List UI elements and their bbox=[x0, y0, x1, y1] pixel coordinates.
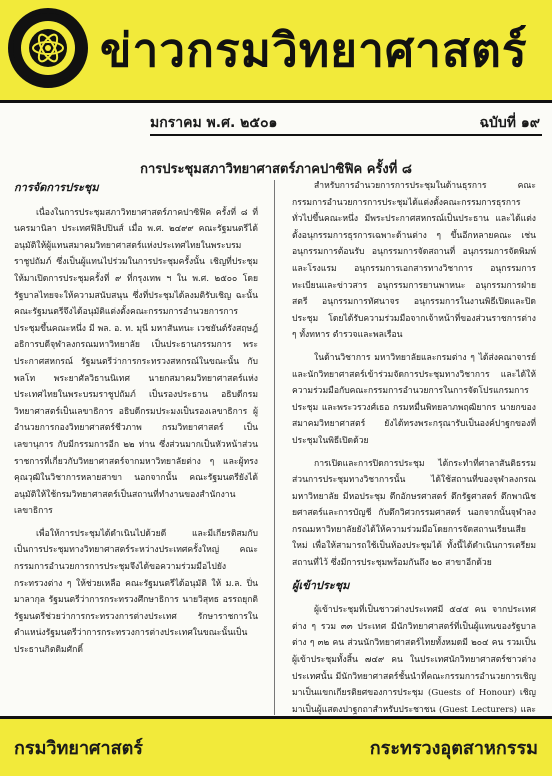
paragraph: เนื่องในการประชุมสภาวิทยาศาสตร์ภาคปาซิฟิค ครั้งที่ ๘ ที่นครมานิลา ประเทศฟิลิปปินส์ เมื่อ พ.ศ. ๒๔๙๙ คณะรัฐมนตรีได้อนุมัติให้ผู้แทนสมาคมวิทยาศาสตร์แห่งประเทศไทยในพระบรมราชูปถัมภ์ ซึ่งเป็นผู้แทนไปร่วมในการประชุมครั้งนั้น เชิญที่ประชุมให้มาเปิดการประชุมครั้งที่ ๙ ที่กรุงเทพ ฯ ใน พ.ศ. ๒๕๐๐ โดยรัฐบาลไทยจะให้ความสนับสนุน ซึ่งที่ประชุมได้ลงมติรับเชิญ ฉะนั้นคณะรัฐมนตรีจึงได้อนุมัติแต่งตั้งคณะกรรมการอำนวยการการประชุมขึ้นคณะหนึ่ง มี พล. อ. ท. มุนี มหาสันทนะ เวชยันต์รังสฤษฎ์ อธิการบดีจุฬาลงกรณมหาวิทยาลัย เป็นประธานกรรมการ พระประกาศสหกรณ์ รัฐมนตรีว่าการกระทรวงสหกรณ์ในขณะนั้น กับพลโท พระยาศัลวิธานนิเทศ นายกสมาคมวิทยาศาสตร์แห่งประเทศไทยในพระบรมราชูปถัมภ์ เป็นรองประธาน อธิบดีกรมวิทยาศาสตร์เป็นเลขาธิการ อธิบดีกรมประมงเป็นรองเลขาธิการ ผู้อำนวยการกองวิทยาศาสตร์ชีวภาพ กรมวิทยาศาสตร์ เป็นเลขานุการ กับมีกรรมการอีก ๒๒ ท่าน ซึ่งส่วนมากเป็นหัวหน้าส่วนราชการที่เกี่ยวกับวิทยาศาสตร์จากมหาวิทยาลัยต่าง ๆ และผู้ทรงคุณวุฒิในวิชาการหลายสาขา นอกจากนั้น คณะรัฐมนตรียังได้อนุมัติให้ใช้กรมวิทยาศาสตร์เป็นสถานที่ทำงานของสำนักงานเลขาธิการ bbox=[14, 207, 258, 517]
paragraph: การเปิดและการปิดการประชุม ได้กระทำที่ศาลาสันติธรรม ส่วนการประชุมทางวิชาการนั้น ได้ใช้สถานที่ของจุฬาลงกรณมหาวิทยาลัย มีหอประชุม ตึกอักษรศาสตร์ ตึกรัฐศาสตร์ ตึกพาณิชยศาสตร์และการบัญชี กับตึกวิศวกรรมศาสตร์ นอกจากนั้นจุฬาลงกรณมหาวิทยาลัยยังได้ให้ความร่วมมือโดยการจัดสถานเรียนเสียใหม่ เพื่อให้สามารถใช้เป็นห้องประชุมได้ ทั้งนี้ได้ดำเนินการเตรียมสถานที่ไว้ ซึ่งมีการประชุมพร้อมกันถึง ๒๐ สาขาอีกด้วย bbox=[292, 458, 536, 569]
footer-banner bbox=[0, 716, 552, 776]
article-title: การประชุมสภาวิทยาศาสตร์ภาคปาซิฟิค ครั้งที่ ๘ bbox=[140, 162, 412, 177]
right-column bbox=[292, 178, 536, 758]
masthead-banner bbox=[0, 0, 552, 103]
left-column bbox=[14, 178, 258, 665]
section-heading-organization: การจัดการประชุม bbox=[14, 181, 99, 194]
paragraph: สำหรับการอำนวยการการประชุมในด้านธุรการ คณะกรรมการอำนวยการการประชุมได้แต่งตั้งคณะกรรมการธุรการทั่วไปขึ้นคณะหนึ่ง มีพระประกาศสหกรณ์เป็นประธาน และได้แต่งตั้งอนุกรรมการธุรการเฉพาะด้านต่าง ๆ ขึ้นอีกหลายคณะ เช่นอนุกรรมการต้อนรับ อนุกรรมการจัดสถานที่ อนุกรรมการจัดพิมพ์ และโรงแรม อนุกรรมการเอกสารทางวิชาการ อนุกรรมการทะเบียนและข่าวสาร อนุกรรมการยานพาหนะ อนุกรรมการฝ่ายสตรี อนุกรรมการทัศนาจร อนุกรรมการในงานพิธีเปิดและปิดประชุม โดยได้รับความร่วมมือจากเจ้าหน้าที่ของส่วนราชการต่าง ๆ ทั้งทหาร ตำรวจและพลเรือน bbox=[292, 181, 536, 341]
issue-line bbox=[150, 112, 540, 134]
department-seal-icon bbox=[8, 8, 88, 88]
issue-number: ฉบับที่ ๑๙ bbox=[479, 115, 540, 131]
section-heading-attendees: ผู้เข้าประชุม bbox=[292, 578, 350, 592]
masthead-title: ข่าวกรมวิทยาศาสตร์ bbox=[100, 23, 528, 77]
issue-date: มกราคม พ.ศ. ๒๕๐๑ bbox=[150, 115, 278, 131]
footer-department: กรมวิทยาศาสตร์ bbox=[14, 738, 143, 759]
column-divider bbox=[274, 180, 275, 715]
paragraph: ในด้านวิชาการ มหาวิทยาลัยและกรมต่าง ๆ ได้ส่งคณาจารย์และนักวิทยาศาสตร์เข้าร่วมจัดการประชุมทางวิชาการ และได้ให้ความร่วมมือกับคณะกรรมการอำนวยการในการจัดโปรแกรมการประชุม และพระวรวงศ์เธอ กรมหมื่นพิทยลาภพฤฒิยากร นายกของสมาคมวิทยาศาสตร์ ยังได้ทรงพระกรุณารับเป็นองค์ปาฐกของที่ประชุมในพิธีเปิดด้วย bbox=[292, 352, 536, 446]
footer-ministry: กระทรวงอุตสาหกรรม bbox=[369, 738, 538, 759]
paragraph: ผู้เข้าประชุมที่เป็นชาวต่างประเทศมี ๕๔๕ คน จากประเทศต่าง ๆ รวม ๓๓ ประเทศ มีนักวิทยาศาสตร์ที่เป็นผู้แทนของรัฐบาลต่าง ๆ ๓๒ คน ส่วนนักวิทยาศาสตร์ไทยทั้งหมดมี ๒๐๔ คน รวมเป็นผู้เข้าประชุมทั้งสิ้น ๗๔๙ คน ในประเทศนักวิทยาศาสตร์ชาวต่างประเทศนั้น มีนักวิทยาศาสตร์ชั้นนำที่คณะกรรมการอำนวยการเชิญมาเป็นแขกเกียรติยศของการประชุม (Guests of Honour) เชิญมาเป็นผู้แสดงปาฐกถาสำหรับประชาชน (Guest Lecturers) และ bbox=[292, 605, 536, 715]
paragraph: เพื่อให้การประชุมได้ดำเนินไปด้วยดี และมีเกียรติสมกับเป็นการประชุมทางวิทยาศาสตร์ระหว่างประเทศครั้งใหญ่ คณะกรรมการอำนวยการการประชุมจึงได้ขอความร่วมมือไปยังกระทรวงต่าง ๆ ให้ช่วยเหลือ คณะรัฐมนตรีได้อนุมัติ ให้ ม.ล. ปิ่น มาลากุล รัฐมนตรีว่าการกระทรวงศึกษาธิการ นายวิสุทธ อรรถยุกติ รัฐมนตรีช่วยว่าการกระทรวงการต่างประเทศ รักษาราชการในตำแหน่งรัฐมนตรีว่าการกระทรวงการต่างประเทศในขณะนั้นเป็นประธานกิตติมศักดิ์ bbox=[14, 528, 258, 656]
issue-rule bbox=[150, 134, 542, 136]
